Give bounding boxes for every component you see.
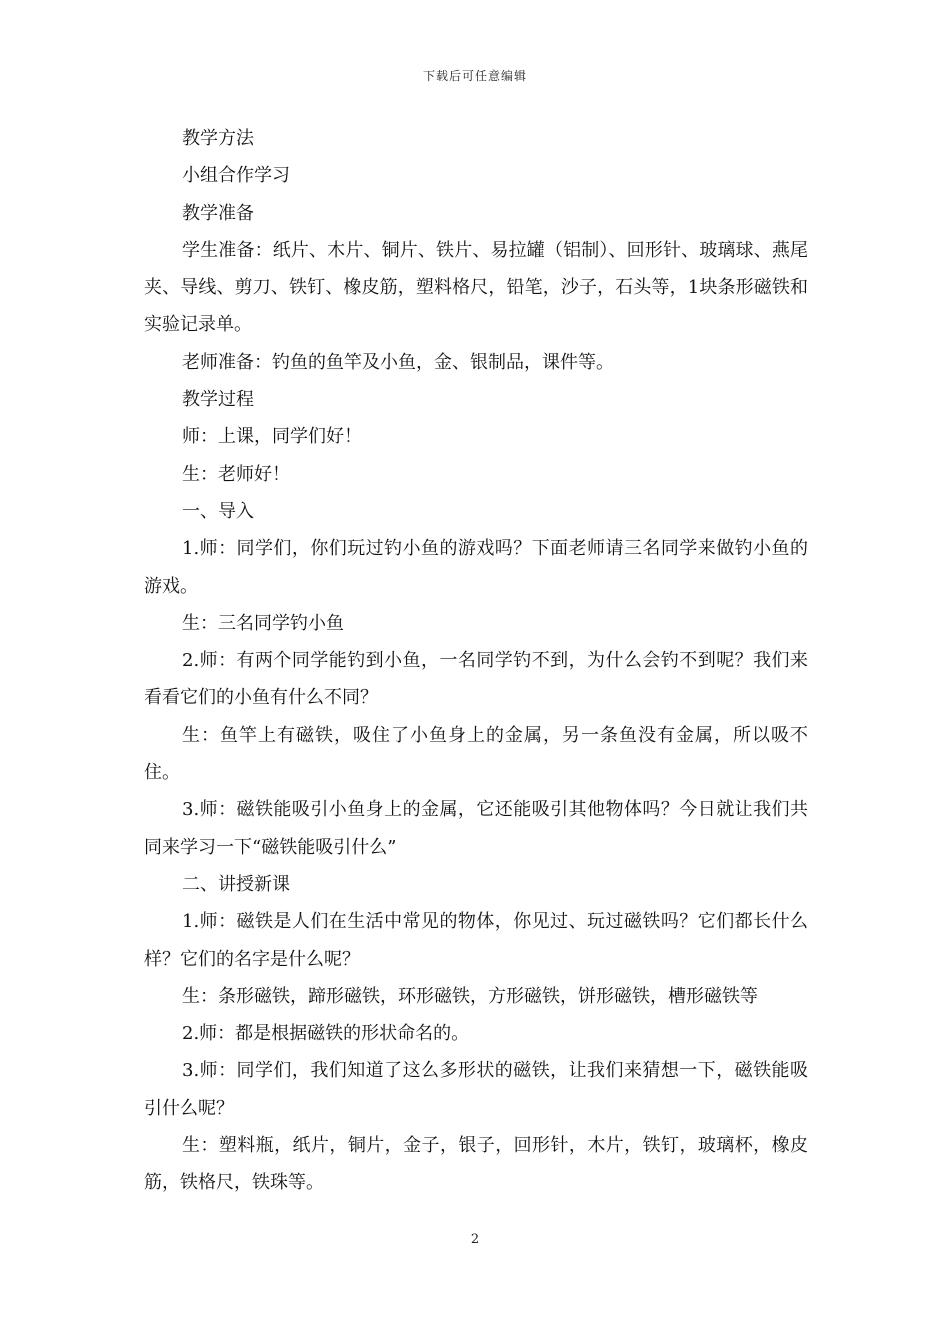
section-heading-new-lesson: 二、讲授新课 — [182, 873, 290, 895]
paragraph: 生：三名同学钓小鱼 — [182, 612, 344, 634]
paragraph: 老师准备：钓鱼的鱼竿及小鱼，金、银制品，课件等。 — [182, 351, 614, 373]
paragraph: 生：条形磁铁，蹄形磁铁，环形磁铁，方形磁铁，饼形磁铁，槽形磁铁等 — [182, 985, 758, 1007]
document-body — [144, 120, 808, 1202]
heading-teaching-process: 教学过程 — [182, 389, 254, 411]
heading-teaching-method: 教学方法 — [182, 128, 254, 149]
paragraph: 3.师：同学们，我们知道了这么多形状的磁铁，让我们来猜想一下，磁铁能吸引什么呢？ — [144, 1060, 808, 1119]
paragraph: 1.师：磁铁是人们在生活中常见的物体，你见过、玩过磁铁吗？它们都长什么样？它们的名字是什么呢？ — [144, 911, 808, 970]
paragraph: 生：塑料瓶，纸片，铜片，金子，银子，回形针，木片，铁钉，玻璃杯，橡皮筋，铁格尺，铁珠等。 — [144, 1135, 808, 1194]
paragraph: 1.师：同学们，你们玩过钓小鱼的游戏吗？下面老师请三名同学来做钓小鱼的游戏。 — [144, 538, 808, 597]
paragraph: 学生准备：纸片、木片、铜片、铁片、易拉罐（铝制）、回形针、玻璃球、燕尾夹、导线、剪刀、铁钉、橡皮筋，塑料格尺，铅笔，沙子，石头等，1块条形磁铁和实验记录单。 — [144, 239, 808, 336]
heading-teaching-preparation: 教学准备 — [182, 202, 254, 224]
paragraph: 2.师：有两个同学能钓到小鱼，一名同学钓不到，为什么会钓不到呢？我们来看看它们的小鱼有什么不同？ — [144, 650, 808, 709]
paragraph: 3.师：磁铁能吸引小鱼身上的金属，它还能吸引其他物体吗？今日就让我们共同来学习一下“磁铁能吸引什么” — [144, 799, 808, 858]
paragraph: 生：老师好！ — [182, 463, 290, 485]
section-heading-introduction: 一、导入 — [182, 500, 254, 522]
page-number: 2 — [470, 1232, 480, 1247]
paragraph: 2.师：都是根据磁铁的形状命名的。 — [182, 1023, 470, 1045]
paragraph: 小组合作学习 — [182, 165, 290, 187]
paragraph: 生：鱼竿上有磁铁，吸住了小鱼身上的金属，另一条鱼没有金属，所以吸不住。 — [144, 724, 808, 784]
page-header: 下载后可任意编辑 — [422, 69, 527, 83]
paragraph: 师：上课，同学们好！ — [182, 426, 362, 448]
